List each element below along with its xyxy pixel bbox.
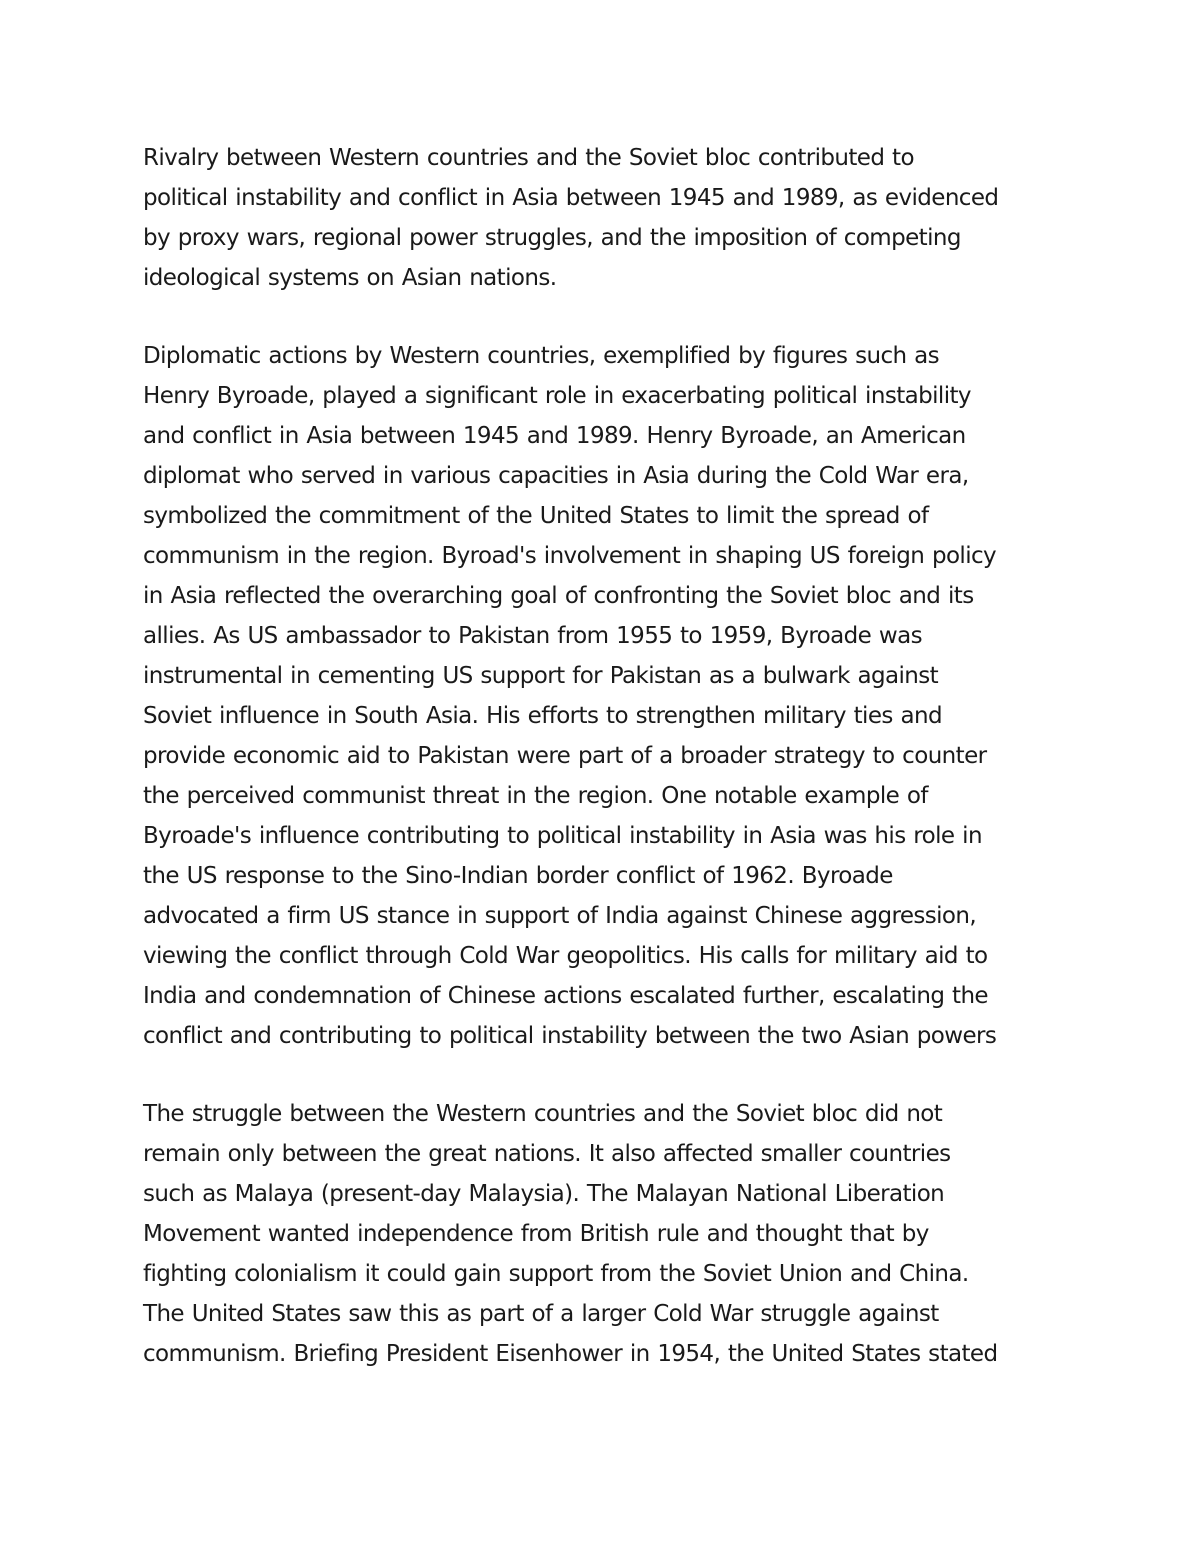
text-line: in Asia reflected the overarching goal of confronting the Soviet bloc and its: [143, 583, 974, 609]
text-line: Rivalry between Western countries and the Soviet bloc contributed to: [143, 145, 914, 171]
text-line: the US response to the Sino-Indian border conflict of 1962. Byroade: [143, 863, 893, 889]
paragraph-3: [143, 1094, 1073, 1374]
text-line: political instability and conflict in Asia between 1945 and 1989, as evidenced: [143, 185, 999, 211]
text-line: and conflict in Asia between 1945 and 1989. Henry Byroade, an American: [143, 423, 966, 449]
text-line: Byroade's influence contributing to political instability in Asia was his role in: [143, 823, 982, 849]
text-line: communism in the region. Byroad's involvement in shaping US foreign policy: [143, 543, 997, 569]
text-line: India and condemnation of Chinese actions escalated further, escalating the: [143, 983, 988, 1009]
text-line: conflict and contributing to political instability between the two Asian powers: [143, 1023, 997, 1049]
text-line: communism. Briefing President Eisenhower in 1954, the United States stated: [143, 1341, 998, 1367]
text-line: Henry Byroade, played a significant role in exacerbating political instability: [143, 383, 971, 409]
text-line: by proxy wars, regional power struggles, and the imposition of competing: [143, 225, 961, 251]
text-line: instrumental in cementing US support for Pakistan as a bulwark against: [143, 663, 939, 689]
text-line: The struggle between the Western countries and the Soviet bloc did not: [143, 1101, 943, 1127]
text-line: Movement wanted independence from British rule and thought that by: [143, 1221, 929, 1247]
text-line: viewing the conflict through Cold War geopolitics. His calls for military aid to: [143, 943, 988, 969]
text-line: remain only between the great nations. It also affected smaller countries: [143, 1141, 951, 1167]
text-line: allies. As US ambassador to Pakistan from 1955 to 1959, Byroade was: [143, 623, 923, 649]
text-line: advocated a firm US stance in support of India against Chinese aggression,: [143, 903, 977, 929]
text-line: symbolized the commitment of the United States to limit the spread of: [143, 503, 929, 529]
text-line: fighting colonialism it could gain support from the Soviet Union and China.: [143, 1261, 969, 1287]
text-line: provide economic aid to Pakistan were part of a broader strategy to counter: [143, 743, 987, 769]
text-line: The United States saw this as part of a larger Cold War struggle against: [143, 1301, 939, 1327]
paragraph-2: [143, 336, 1073, 1056]
text-line: Soviet influence in South Asia. His efforts to strengthen military ties and: [143, 703, 942, 729]
text-line: ideological systems on Asian nations.: [143, 265, 557, 291]
text-line: Diplomatic actions by Western countries, exemplified by figures such as: [143, 343, 940, 369]
document-body: [143, 138, 1073, 1412]
text-line: such as Malaya (present-day Malaysia). The Malayan National Liberation: [143, 1181, 945, 1207]
text-line: the perceived communist threat in the region. One notable example of: [143, 783, 928, 809]
text-line: diplomat who served in various capacities in Asia during the Cold War era,: [143, 463, 969, 489]
paragraph-1: [143, 138, 1073, 298]
